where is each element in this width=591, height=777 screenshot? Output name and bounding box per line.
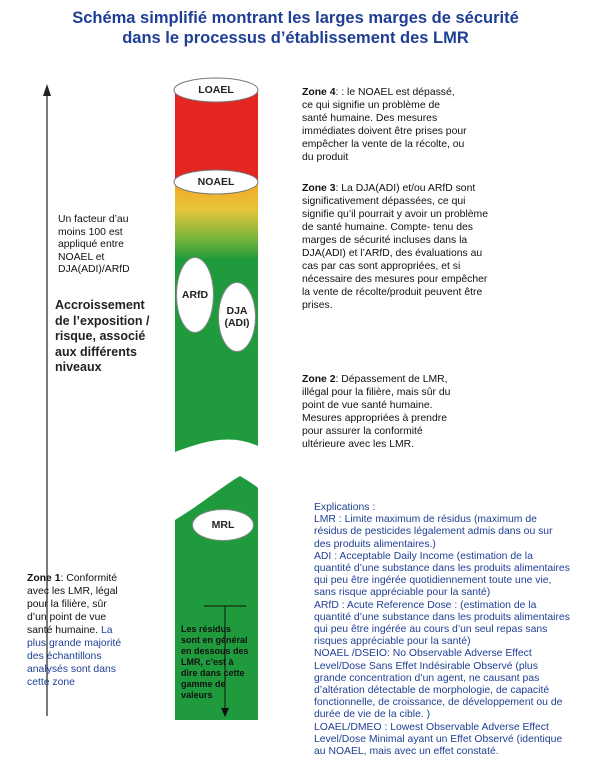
- residus-line: valeurs: [181, 690, 213, 700]
- zone2-line: illégal pour la filière, mais sûr du: [302, 387, 451, 398]
- zone4-red-band: [175, 90, 258, 180]
- zone3-heading: Zone 3: [302, 183, 336, 194]
- zone3-line: : La DJA(ADI) et/ou ARfD sont: [335, 183, 476, 194]
- zone4-heading: Zone 4: [302, 87, 336, 98]
- zone4-line: immédiates doivent être prises pour: [302, 126, 467, 137]
- explication-line: quantité d’une substance dans les produits alimentaires: [314, 611, 570, 623]
- explication-line: résidus de pesticides légalement admis dans ou sur: [314, 526, 553, 538]
- explication-line: LOAEL/DMEO : Lowest Observable Adverse Effect: [314, 721, 549, 733]
- factor-line: NOAEL et: [58, 251, 105, 263]
- zone3-line: de santé humaine. Compte- tenu des: [302, 222, 473, 233]
- explication-line: quantité d’une substance dans les produits alimentaires: [314, 563, 570, 575]
- explication-line: LMR : Limite maximum de résidus (maximum de: [314, 514, 537, 526]
- safety-factor-note: [58, 214, 168, 277]
- zone1-blue-line: analysés sont dans: [27, 664, 116, 675]
- explication-line: Level/Dose Sans Effet Indésirable Observé (plus: [314, 660, 538, 672]
- zone1-heading: Zone 1: [27, 573, 61, 584]
- factor-line: Un facteur d’au: [58, 214, 129, 225]
- zone1-line: santé humaine.: [27, 625, 99, 636]
- zone3-line: DJA(ADI) et l’ARfD, des évaluations au: [302, 248, 483, 259]
- zone1-line: pour la filière, sûr: [27, 599, 107, 610]
- zone2-line: : Dépassement de LMR,: [335, 374, 448, 385]
- noael-label: [176, 172, 256, 192]
- title-line-1: Schéma simplifié montrant les larges marges de sécurité: [72, 9, 519, 27]
- residus-line: Les résidus: [181, 624, 232, 634]
- residus-line: LMR, c’est à: [181, 657, 234, 667]
- explication-line: Level/Dose Minimal ayant un Effet Observé (identique: [314, 733, 563, 745]
- residus-line: dire dans cette: [181, 668, 245, 678]
- zone4-description: [302, 86, 522, 164]
- title-line-2: dans le processus d’établissement des LMR: [122, 29, 469, 47]
- zone1-line: : Conformité: [60, 573, 118, 584]
- explication-line: qui peu être ingérée quotidiennement toute une vie,: [314, 575, 552, 587]
- zone3-line: prises.: [302, 300, 333, 311]
- explication-line: sans risque appréciable pour la santé): [314, 587, 491, 599]
- factor-line: appliqué entre: [58, 239, 124, 251]
- factor-line: moins 100 est: [58, 226, 123, 238]
- zone2-line: point de vue santé humaine.: [302, 400, 433, 411]
- zone1-blue-line: des échantillons: [27, 651, 102, 662]
- explication-line: qui peu être ingérée au cours d’un seul repas sans: [314, 624, 548, 636]
- zone1-line: avec les LMR, légal: [27, 586, 118, 597]
- zone4-line: : : le NOAEL est dépassé,: [335, 87, 455, 98]
- zone3-line: significativement dépassées, ce qui: [302, 196, 466, 207]
- zone2-line: pour assurer la conformité: [302, 426, 423, 437]
- explications-box: [314, 502, 586, 758]
- explication-line: grande concentration d’un agent, ne causant pas: [314, 672, 540, 684]
- explication-line: NOAEL /DSEIO: No Observable Adverse Effect: [314, 648, 532, 660]
- explication-line: durée de vie de la cible. ): [314, 709, 431, 721]
- exposure-line: niveaux: [55, 360, 102, 374]
- exposure-line: aux différents: [55, 344, 137, 359]
- dja-text: DJA: [226, 305, 248, 317]
- zone2-description: [302, 373, 522, 451]
- zone4-line: santé humaine. Des mesures: [302, 113, 438, 124]
- loael-text: LOAEL: [198, 84, 234, 96]
- explication-line: d’altération détectable de morphologie, de capacité: [314, 685, 550, 697]
- exposure-line: risque, associé: [55, 329, 146, 343]
- explication-line: fonctionnelle, de croissance, de développement ou de: [314, 697, 563, 709]
- explication-line: ARfD : Acute Reference Dose : (estimation de la: [314, 599, 537, 611]
- explication-line: risques appréciable pour la santé): [314, 636, 471, 648]
- exposure-axis-arrowhead: [43, 84, 51, 96]
- arfd-marker: [176, 257, 214, 333]
- zone1-blue-text: La: [98, 625, 113, 636]
- mrl-marker: [192, 509, 254, 541]
- explication-line: au NOAEL, mais avec un effet constaté.: [314, 746, 499, 758]
- exposure-line: de l’exposition /: [55, 313, 150, 328]
- exposure-label: [55, 298, 177, 376]
- zone3-line: nécessaire des mesures pour empêcher: [302, 274, 488, 285]
- explications-heading: Explications :: [314, 502, 376, 513]
- zone4-line: ce qui signifie un problème de: [302, 100, 441, 111]
- zone3-line: marges de sécurité incluses dans la: [302, 235, 468, 246]
- zone4-line: du produit: [302, 152, 349, 163]
- zone1-blue-line: cette zone: [27, 677, 75, 688]
- loael-label: [176, 80, 256, 100]
- zone1-blue-line: plus grande majorité: [27, 638, 122, 649]
- exposure-line: Accroissement: [55, 298, 145, 312]
- zone2-line: ultérieure avec les LMR.: [302, 439, 415, 450]
- zone1-line: d’un point de vue: [27, 612, 107, 623]
- explication-line: ADI : Acceptable Daily Income (estimation de la: [314, 550, 533, 562]
- zone1-description: [27, 572, 147, 689]
- zone3-line: la vente de récolte/produit peuvent être: [302, 287, 483, 298]
- zone3-line: cas par cas sont appropriées, et si: [302, 261, 461, 272]
- factor-line: DJA(ADI)/ARfD: [58, 264, 130, 276]
- adi-text: (ADI): [224, 317, 250, 329]
- zone4-line: empêcher la vente de la récolte, ou: [302, 139, 465, 150]
- zone3-description: [302, 182, 542, 312]
- residus-line: sont en général: [181, 635, 248, 645]
- residus-line: gamme de: [181, 679, 226, 689]
- zone2-line: Mesures appropriées à prendre: [302, 413, 447, 424]
- residus-note: [181, 624, 257, 701]
- noael-text: NOAEL: [197, 176, 235, 188]
- mrl-text: MRL: [211, 519, 235, 531]
- zone3-line: signifie qu’il pourrait y avoir un problème: [302, 209, 488, 220]
- arfd-text: ARfD: [181, 289, 209, 301]
- residus-line: en dessous des: [181, 646, 249, 656]
- dja-marker: [218, 282, 256, 352]
- explication-line: des produits alimentaires.): [314, 538, 436, 550]
- zone2-heading: Zone 2: [302, 374, 336, 385]
